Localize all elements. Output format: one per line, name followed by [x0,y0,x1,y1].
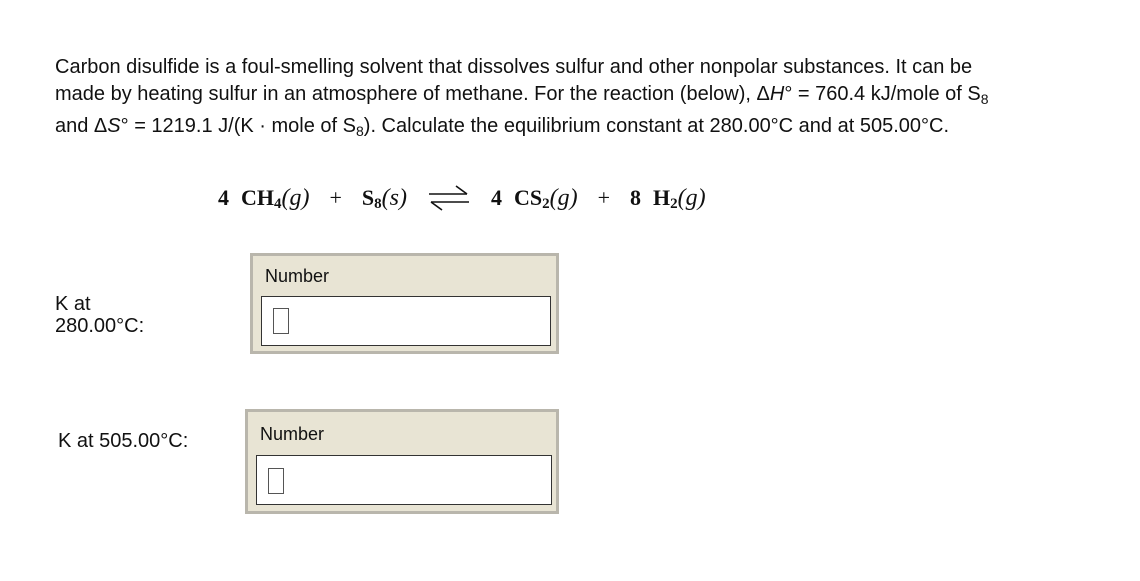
number-label: Number [265,266,330,286]
chemical-equation [218,178,706,218]
input-placeholder-box [268,468,284,494]
problem-text: ). Calculate the equilibrium constant at 280.00°C and at 505.00°C. [363,115,950,137]
subscript: 4 [274,195,282,212]
phase-label: (g) [281,184,310,211]
problem-line-3 [55,113,1115,141]
problem-text: ° = 1219.1 J/(K · mole of S [120,115,356,137]
problem-line-1 [55,54,1115,81]
k-280-label-line-1: K at [55,293,91,315]
k-505-answer-box [245,409,559,514]
subscript: 2 [670,195,678,212]
coefficient: 8 [630,185,642,210]
reactant-formula: S [361,185,375,210]
problem-text: Carbon disulfide is a foul-smelling solvent that dissolves sulfur and other nonpolar substances. It can be [55,56,973,78]
k-280-answer-box [250,253,559,354]
subscript: 8 [355,123,364,139]
phase-label: (s) [381,184,407,211]
phase-label: (g) [549,184,578,211]
reactant-formula: CH [241,185,274,210]
coefficient: 4 [490,185,502,210]
plus-sign: + [597,185,611,210]
plus-sign: + [329,185,342,210]
k-505-input[interactable] [256,455,552,505]
phase-label: (g) [677,184,706,211]
k-505-label: K at 505.00°C: [58,430,189,452]
k-280-input[interactable] [261,296,551,346]
input-placeholder-box [273,308,289,334]
problem-line-2 [55,81,1115,109]
number-label: Number [260,424,325,444]
k-280-label-line-2: 280.00°C: [55,315,145,337]
product-formula: CS [513,185,543,210]
problem-text: ° = 760.4 kJ/mole of S [784,83,981,105]
problem-statement [55,54,1115,141]
subscript: 8 [980,91,989,107]
subscript: 2 [542,195,550,212]
product-formula: H [653,185,671,210]
enthalpy-symbol: H [769,83,785,105]
problem-text: and Δ [55,115,108,137]
entropy-symbol: S [107,115,121,137]
equilibrium-arrow-icon [427,183,471,213]
problem-text: made by heating sulfur in an atmosphere of methane. For the reaction (below), Δ [55,83,770,105]
subscript: 8 [374,195,382,212]
k-280-label [55,293,144,337]
coefficient: 4 [218,185,229,210]
